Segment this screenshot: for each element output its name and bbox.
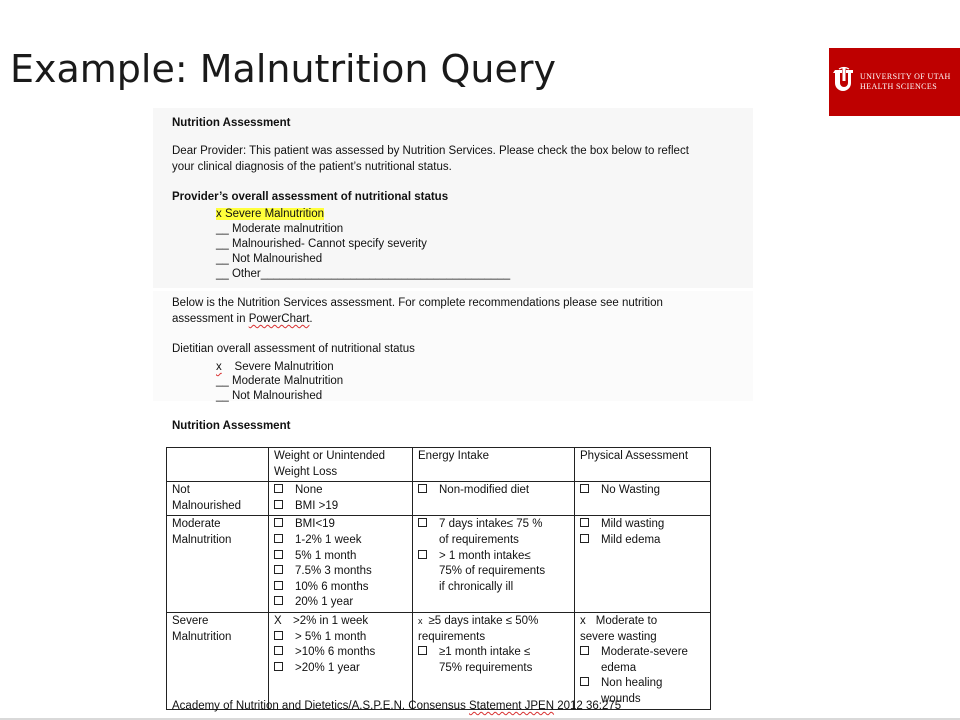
list-item	[274, 614, 407, 630]
nutrition-assessment-heading-2: Nutrition Assessment	[172, 420, 291, 432]
item-text: No Wasting	[601, 484, 661, 497]
provider-option-not-malnourished: __ Not Malnourished	[216, 253, 323, 265]
dietitian-assessment-heading: Dietitian overall assessment of nutritional status	[172, 343, 415, 355]
list-item	[580, 533, 705, 549]
physical-cell	[575, 612, 711, 709]
item-text: >20% 1 year	[295, 661, 360, 674]
item-text: Non healing	[601, 677, 663, 690]
row-label-moderate	[167, 516, 269, 613]
energy-cell	[413, 612, 575, 709]
nutrition-assessment-heading: Nutrition Assessment	[172, 117, 291, 129]
checked-mark: x	[418, 615, 423, 626]
item-text: 7.5% 3 months	[295, 565, 372, 578]
checkbox-icon	[274, 596, 283, 605]
header-weight-line-1: Weight or Unintended	[274, 450, 386, 462]
checkbox-icon	[580, 677, 589, 686]
row-label-line-1: Severe	[172, 614, 209, 627]
item-text: >10% 6 months	[295, 646, 376, 659]
item-text: None	[295, 484, 323, 497]
energy-cell	[413, 516, 575, 613]
provider-assessment-heading: Provider’s overall assessment of nutritional status	[172, 191, 449, 203]
checkbox-icon	[274, 565, 283, 574]
item-text: Mild edema	[601, 533, 661, 546]
item-text: Moderate to	[595, 614, 658, 627]
citation-part-b: Statement JPEN	[469, 700, 555, 712]
dietitian-option-not-malnourished: __ Not Malnourished	[216, 390, 323, 402]
citation-part-c: 2012 36:275	[554, 700, 622, 712]
checkbox-icon	[418, 518, 427, 527]
item-text-continued: 75% of requirements	[439, 565, 546, 578]
list-item	[580, 645, 705, 661]
list-item	[274, 661, 407, 677]
checkbox-icon	[274, 581, 283, 590]
header-energy-text: Energy Intake	[418, 450, 489, 462]
provider-option-moderate: __ Moderate malnutrition	[216, 223, 344, 235]
provider-option-other: __ Other_______________________________________	[216, 268, 511, 280]
citation-footer	[172, 699, 621, 714]
checkbox-icon	[274, 534, 283, 543]
list-item	[274, 595, 407, 611]
table-row	[167, 482, 711, 516]
list-item	[274, 517, 407, 533]
list-item	[418, 614, 569, 630]
row-label-line-1: Moderate	[172, 518, 221, 531]
weight-cell	[269, 516, 413, 613]
item-text-continued: edema	[601, 661, 637, 674]
checked-mark: x	[580, 614, 586, 627]
header-physical-text: Physical Assessment	[580, 450, 689, 462]
item-text: 7 days intake≤ 75 %	[439, 518, 543, 531]
below-line-2-c: .	[309, 313, 313, 325]
item-text: BMI<19	[295, 518, 335, 531]
checkbox-icon	[274, 484, 283, 493]
table-header-physical	[575, 448, 711, 482]
item-text: >2% in 1 week	[293, 614, 369, 627]
item-text: > 5% 1 month	[295, 630, 367, 643]
table-header-empty	[167, 448, 269, 482]
nutrition-assessment-table	[166, 447, 711, 710]
below-line-2-a: assessment in	[172, 313, 249, 325]
item-text: Mild wasting	[601, 518, 665, 531]
provider-option-severe-text: x Severe Malnutrition	[216, 208, 325, 220]
provider-option-severe	[216, 207, 324, 222]
logo-text	[860, 72, 951, 92]
list-item	[418, 517, 569, 533]
table-row	[167, 612, 711, 709]
item-text: Non-modified diet	[439, 484, 530, 497]
item-text: 10% 6 months	[295, 580, 369, 593]
item-text: 5% 1 month	[295, 549, 357, 562]
list-item	[274, 483, 407, 499]
citation-part-a: Academy of Nutrition and Dietetics/A.S.P.E.N. Consensus	[172, 700, 470, 712]
weight-cell	[269, 612, 413, 709]
item-text: BMI >19	[295, 499, 339, 512]
list-item	[580, 676, 705, 692]
row-label-line-1: Not	[172, 484, 190, 497]
list-item	[580, 614, 705, 630]
checkbox-icon	[580, 646, 589, 655]
intro-line-1: Dear Provider: This patient was assessed by Nutrition Services. Please check the box below to reflect	[172, 145, 689, 157]
item-text: ≥1 month intake ≤	[439, 646, 531, 659]
table-header-weight	[269, 448, 413, 482]
list-item	[418, 645, 569, 661]
checkbox-icon	[418, 550, 427, 559]
item-text-continued: severe wasting	[580, 630, 657, 643]
energy-cell	[413, 482, 575, 516]
list-item	[418, 549, 569, 565]
item-text: 1-2% 1 week	[295, 533, 362, 546]
checkbox-icon	[274, 500, 283, 509]
checkbox-icon	[580, 484, 589, 493]
checkbox-icon	[580, 534, 589, 543]
item-text: 20% 1 year	[295, 596, 354, 609]
list-item	[274, 549, 407, 565]
list-item	[274, 533, 407, 549]
checkbox-icon	[274, 550, 283, 559]
logo-line-1: UNIVERSITY OF UTAH	[860, 72, 951, 81]
list-item	[274, 564, 407, 580]
dietitian-option-severe	[216, 360, 334, 375]
row-label-line-2: Malnourished	[172, 499, 242, 512]
dietitian-option-moderate: __ Moderate Malnutrition	[216, 375, 344, 387]
item-text-continued: 75% requirements	[439, 661, 533, 674]
row-label-not-malnourished	[167, 482, 269, 516]
row-label-severe	[167, 612, 269, 709]
below-line-1: Below is the Nutrition Services assessment. For complete recommendations please see nutrition	[172, 297, 663, 309]
checkbox-icon	[274, 662, 283, 671]
item-text-continued: wounds	[601, 692, 641, 705]
header-weight-line-2: Weight Loss	[274, 465, 338, 478]
table-header-row	[167, 448, 711, 482]
list-item	[274, 499, 407, 515]
university-logo	[829, 48, 960, 116]
table-header-energy	[413, 448, 575, 482]
item-text: Moderate-severe	[601, 646, 688, 659]
list-item	[274, 645, 407, 661]
provider-option-cannot-specify: __ Malnourished- Cannot specify severity	[216, 238, 427, 250]
list-item	[580, 483, 705, 499]
list-item	[418, 483, 569, 499]
item-text-continued: if chronically ill	[439, 580, 514, 593]
item-text: > 1 month intake≤	[439, 549, 531, 562]
checkbox-icon	[274, 518, 283, 527]
utah-u-logo-icon	[832, 66, 856, 96]
list-item	[580, 517, 705, 533]
row-label-line-2: Malnutrition	[172, 630, 232, 643]
checked-mark: X	[274, 614, 282, 627]
list-item	[274, 580, 407, 596]
checkbox-icon	[418, 646, 427, 655]
item-text-continued: of requirements	[439, 533, 519, 546]
intro-line-2: your clinical diagnosis of the patient’s nutritional status.	[172, 161, 452, 173]
checkbox-icon	[274, 646, 283, 655]
slide-title: Example: Malnutrition Query	[10, 47, 556, 91]
item-text: ≥5 days intake ≤ 50%	[428, 614, 539, 627]
dietitian-severe-text: Severe Malnutrition	[234, 361, 334, 373]
table-row	[167, 516, 711, 613]
item-text-continued: requirements	[418, 630, 486, 643]
powerchart-link-text: PowerChart	[248, 313, 310, 325]
dietitian-severe-mark: x	[216, 361, 222, 373]
list-item	[274, 630, 407, 646]
checkbox-icon	[418, 484, 427, 493]
logo-line-2: HEALTH SCIENCES	[860, 82, 938, 91]
physical-cell	[575, 516, 711, 613]
row-label-line-2: Malnutrition	[172, 533, 232, 546]
below-line-2	[172, 312, 313, 327]
weight-cell	[269, 482, 413, 516]
physical-cell	[575, 482, 711, 516]
checkbox-icon	[580, 518, 589, 527]
checkbox-icon	[274, 631, 283, 640]
